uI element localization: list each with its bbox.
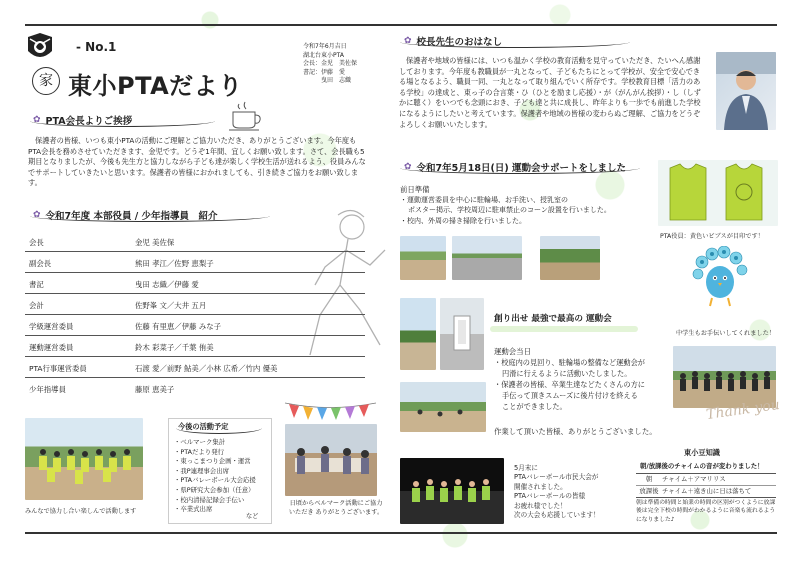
sports-day-slogan: 創り出せ 最強で最高の 運動会 [494,314,612,324]
pta-vest-photo [658,160,778,226]
future-activities-title: 今後の活動予定 [178,422,229,431]
list-item: ・ベルマーク集計 [174,438,226,446]
list-item: ・東っこまつり企画・運営 [174,457,251,466]
volleyball-text: 5月末に PTAバレーボール市民大会が 開催されました。 PTAバレーボールの皆様 お疲れ様でした！ 次の大会も応援しています！ [514,464,600,520]
trivia-table [636,473,776,498]
list-item: 手伝って頂きスムーズに後片付けを終える [502,391,638,400]
list-item: ・卒業式出席 [174,505,213,514]
list-item: ・県P研究大会参加（任意） [174,485,255,494]
day-title: 運動会当日 [494,347,531,356]
bottom-rule [25,532,777,534]
kanji-badge: 家 [32,67,60,95]
runner-sketch-illustration [300,205,390,365]
greeting-heading: ✿ PTA会長よりご挨拶 [33,115,133,127]
issue-number: - No.1 [76,40,117,54]
bellmark-activity-photo [285,424,377,496]
list-item: 円滑に行えるように活動いたしました。 [502,369,632,378]
officer-row: 運動運営委員 鈴木 彩菜子／千葉 侑美 [25,335,365,357]
principal-body: 保護者や地域の皆様には、いつも温かく学校の教育活動を見守っていただき、たいへん感謝しております。今年度も教職員が一丸となって、子どもたちにとって学校が、安全で安心できる場となるよう、職員一同、一丸となって取り組んでいく所存です。学校教育目標「活力のある学校」の達成と、東っ子の合言葉・ひ（ひとを励まし応援）・が（がんがん挨拶）・し（しずかに聴く）をいつでも念頭におき、子ども達と共に成長し、昨年よりも一歩でも前進した学校になるようにしたいと考えています。保護者や地域の皆様の変わらぬご理解、ご協力をどうぞよろしくお願いいたします。 [399,56,701,129]
officer-row: 学級運営委員 佐藤 有里恵／伊藤 みな子 [25,314,365,336]
pta-emblem-icon [24,33,56,63]
officer-row: 会長 金児 美佐保 [25,230,365,252]
officer-row: 会計 佐野峯 文／大井 五月 [25,293,365,315]
list-item: ・校内清掃記録会手伝い [174,495,245,504]
officer-row: 副会長 熊田 孝江／佐野 恵梨子 [25,251,365,273]
group-photo-caption: みんなで協力し合い楽しんで活動します [25,508,137,515]
thanks-line: 作業して頂いた皆様、ありがとうございました。 [494,427,657,436]
list-item: ・校庭内の見回り、駐輪場の整備など運動会が [494,358,645,367]
flower-bullet-icon: ✿ [33,115,41,125]
thank-you-script: Thank you [705,396,781,424]
volleyball-team-photo [400,458,504,524]
bellmark-caption: 日頃からベルマーク活動にご協力いただき ありがとうございます。 [288,500,384,516]
cleanup-photo [400,382,486,432]
list-item: ことができました。 [502,402,567,411]
principal-heading: ✿ 校長先生のおはなし [404,36,503,48]
top-rule [25,24,777,26]
prep-photo-2 [452,236,522,280]
flower-bullet-icon: ✿ [33,210,41,220]
day-list [494,357,674,412]
greeting-body: 保護者の皆様、いつも東小PTAの活動にご理解とご協力いただき、ありがとうございます。今年度もPTA会長を務めさせていただきます、金児です。どうぞ1年間、宜しくお願い致します。さて、会長職も5期目となりましたが、今後も先生方と協力しながら子ども達が楽しく学校生活が送れるよう、役員みんなでサポートしていきたいと思います。保護者の皆様におかれましても、引き続きご協力をお願い致します。 [28,136,366,188]
list-item: ポスター掲示、学校周辺に駐車禁止のコーン設置を行いました。 [408,206,611,215]
prep-title: 前日準備 [400,185,430,194]
prep-list [400,195,660,226]
future-list-tail: など [246,513,259,520]
officers-heading: ✿ 令和7年度 本部役員 / 少年指導員 紹介 [33,210,218,222]
prep-photo-3 [540,236,600,280]
prep-photo-1 [400,236,446,280]
helpers-caption: 中学生もお手伝いしてくれました！ [676,330,775,337]
newsletter-title: 東小PTAだより [68,72,243,100]
future-activities-list [174,438,274,515]
list-item: ・PTAバレーボール大会応援 [174,476,256,485]
bunting-decoration [283,400,378,422]
sports-day-heading: ✿ 令和7年5月18日(日) 運動会サポートをしました [404,162,626,174]
officer-row: 少年指導員 藤原 恵美子 [29,385,175,394]
list-item: ・校内、外周の掃き掃除を行いました。 [400,216,526,225]
sign-board-photo [440,298,484,370]
peacock-mascot-icon [692,246,748,310]
trivia-subtitle: 朝/放課後のチャイムの音が変わりました！ [640,462,764,470]
coffee-cup-icon [225,100,265,132]
flower-bullet-icon: ✿ [404,162,412,172]
table-row: 朝 チャイム＋アマリリス [636,474,776,486]
vest-caption: PTA役員：黄色いビブスが目印です！ [660,233,764,240]
list-item: ・我P連理事会出席 [174,466,229,475]
flower-bullet-icon: ✿ [404,36,412,46]
table-row: 放課後 チャイム＋遠き山に日は落ちて [639,487,752,495]
list-item: ・保護者の皆様、卒業生達などたくさんの方に [494,380,645,389]
officer-row: 書記 曳田 志織／伊藤 愛 [25,272,365,294]
officer-row: PTA行事運営委員 石渡 愛／前野 鮎美／小林 広希／竹内 優美 [25,356,365,378]
trivia-title: 東小豆知識 [684,448,720,457]
trivia-note: 朝は準備の時間と始業の時間の区別がつくように放課後は完全下校の時間がわかるように音楽も流れるようになりました♪ [636,500,776,523]
header-meta: 令和7年6月吉日 湖北台東小PTA 会長：金児 美佐保 書記：伊藤 愛 曳田 志織 [303,43,358,85]
officers-group-photo [25,418,143,500]
list-item: ・PTAだより発行 [174,447,224,456]
list-item: ・運動運営委員を中心に駐輪場、お手洗い、授乳室の [400,196,568,204]
slogan-highlight [490,326,638,332]
school-gate-photo [400,298,436,370]
principal-photo [716,52,776,130]
